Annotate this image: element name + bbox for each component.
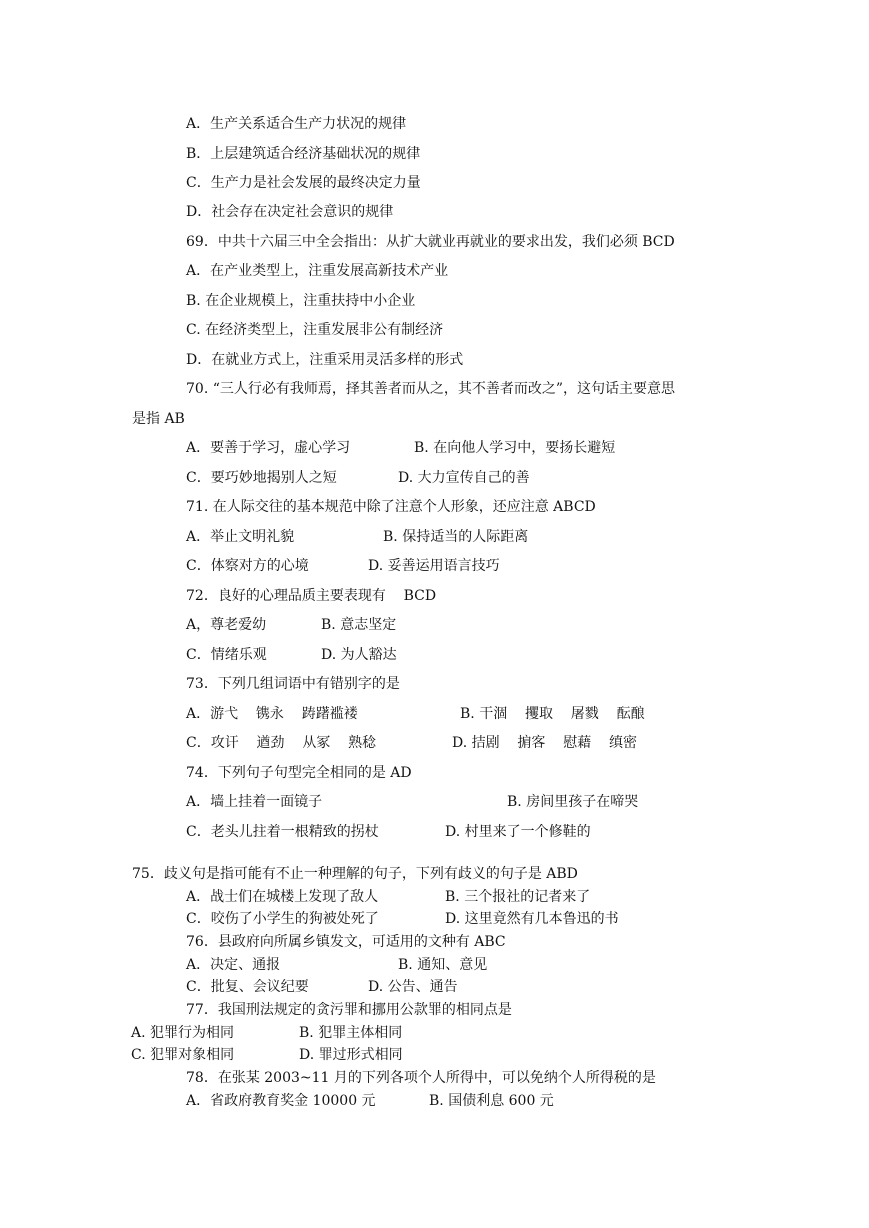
q74-option-c: C．老头儿拄着一根精致的拐杖 [186, 824, 379, 840]
q70-option-d: D. 大力宣传自己的善 [398, 470, 530, 486]
q77-option-d: D. 罪过形式相同 [299, 1047, 403, 1063]
q71-option-d: D. 妥善运用语言技巧 [368, 558, 500, 574]
q76-option-a: A．决定、通报 [186, 957, 281, 973]
q75-option-c: C．咬伤了小学生的狗被处死了 [186, 911, 379, 927]
q75-stem: 75．歧义句是指可能有不止一种理解的句子，下列有歧义的句子是 ABD [132, 866, 578, 882]
q76-stem: 76．县政府向所属乡镇发文，可适用的文种有 ABC [186, 934, 506, 950]
q69-option-c: C. 在经济类型上，注重发展非公有制经济 [186, 322, 444, 338]
q72-option-b: B. 意志坚定 [321, 617, 397, 633]
q72-stem: 72．良好的心理品质主要表现有 BCD [186, 588, 437, 604]
q75-option-b: B. 三个报社的记者来了 [445, 889, 591, 905]
q70-stem-line2: 是指 AB [132, 411, 185, 427]
q70-option-c: C．要巧妙地揭别人之短 [186, 470, 337, 486]
q72-option-a: A，尊老爱幼 [186, 617, 267, 633]
q70-option-b: B. 在向他人学习中，要扬长避短 [414, 440, 616, 456]
q77-option-c: C. 犯罪对象相同 [131, 1047, 235, 1063]
q68-option-a: A．生产关系适合生产力状况的规律 [186, 116, 407, 132]
q77-option-a: A. 犯罪行为相同 [131, 1025, 235, 1041]
q73-option-b: B. 干涸 攫取 屠戮 酝酿 [460, 706, 645, 722]
q71-option-a: A．举止文明礼貌 [186, 529, 295, 545]
q74-option-a: A．墙上挂着一面镜子 [186, 794, 323, 810]
q72-option-c: C．情绪乐观 [186, 647, 267, 663]
q71-option-b: B. 保持适当的人际距离 [383, 529, 529, 545]
q73-option-d: D. 拮剧 掮客 慰藉 缜密 [452, 735, 638, 751]
q73-option-c: C．攻讦 遒劲 从冢 熟稔 [186, 735, 377, 751]
q69-stem: 69．中共十六届三中全会指出：从扩大就业再就业的要求出发，我们必须 BCD [186, 234, 675, 250]
q68-option-c: C．生产力是社会发展的最终决定力量 [186, 175, 421, 191]
q71-stem: 71. 在人际交往的基本规范中除了注意个人形象，还应注意 ABCD [186, 499, 596, 515]
q78-option-b: B. 国债利息 600 元 [429, 1093, 554, 1109]
q77-stem: 77．我国刑法规定的贪污罪和挪用公款罪的相同点是 [186, 1002, 512, 1018]
q68-option-d: D．社会存在决定社会意识的规律 [186, 204, 394, 220]
q72-option-d: D. 为人豁达 [321, 647, 397, 663]
q70-stem-line1: 70. “三人行必有我师焉，择其善者而从之，其不善者而改之”，这句话主要意思 [186, 381, 676, 397]
q71-option-c: C．体察对方的心境 [186, 558, 309, 574]
q74-option-b: B. 房间里孩子在啼哭 [507, 794, 639, 810]
q68-option-b: B．上层建筑适合经济基础状况的规律 [186, 146, 421, 162]
q78-option-a: A．省政府教育奖金 10000 元 [186, 1093, 376, 1109]
q77-option-b: B. 犯罪主体相同 [299, 1025, 403, 1041]
q69-option-b: B. 在企业规模上，注重扶持中小企业 [186, 293, 416, 309]
q76-option-b: B. 通知、意见 [398, 957, 488, 973]
q73-stem: 73．下列几组词语中有错别字的是 [186, 676, 400, 692]
q74-stem: 74．下列句子句型完全相同的是 AD [186, 765, 412, 781]
q75-option-a: A．战士们在城楼上发现了敌人 [186, 889, 379, 905]
q75-option-d: D. 这里竟然有几本鲁迅的书 [445, 911, 619, 927]
q78-stem: 78．在张某 2003~11 月的下列各项个人所得中，可以免纳个人所得税的是 [186, 1070, 656, 1086]
q74-option-d: D. 村里来了一个修鞋的 [445, 824, 591, 840]
q69-option-a: A．在产业类型上，注重发展高新技术产业 [186, 263, 449, 279]
q70-option-a: A．要善于学习，虚心学习 [186, 440, 351, 456]
q73-option-a: A．游弋 镌永 踌躇褴褛 [186, 706, 358, 722]
q76-option-d: D. 公告、通告 [368, 979, 458, 995]
q69-option-d: D．在就业方式上，注重采用灵活多样的形式 [186, 352, 464, 368]
q76-option-c: C．批复、会议纪要 [186, 979, 309, 995]
